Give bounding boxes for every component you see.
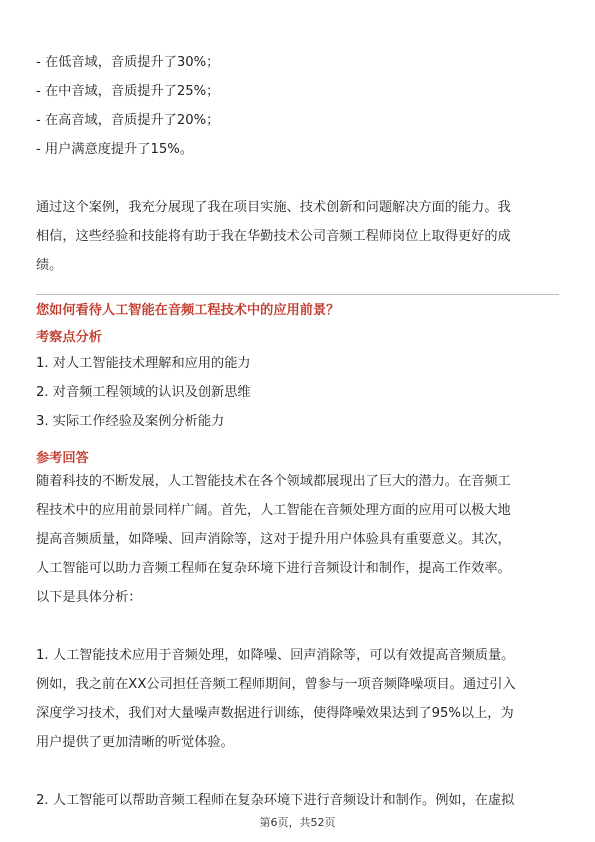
point2-line: 2. 人工智能可以帮助音频工程师在复杂环境下进行音频设计和制作。例如，在虚拟 [36,793,515,808]
analysis-heading: 考察点分析 [36,330,102,345]
point1-line: 用户提供了更加清晰的听觉体验。 [36,735,234,750]
result-item-high: - 在高音域，音质提升了20%； [36,113,220,128]
result-item-satisfaction: - 用户满意度提升了15%。 [36,142,193,157]
summary-line: 绩。 [36,258,63,273]
analysis-point: 3. 实际工作经验及案例分析能力 [36,414,225,429]
question-heading: 您如何看待人工智能在音频工程技术中的应用前景？ [36,303,340,318]
answer-intro-line: 随着科技的不断发展，人工智能技术在各个领域都展现出了巨大的潜力。在音频工 [36,474,511,489]
summary-line: 通过这个案例，我充分展现了我在项目实施、技术创新和问题解决方面的能力。我 [36,200,511,215]
result-item-mid: - 在中音域，音质提升了25%； [36,84,220,99]
point1-line: 例如，我之前在XX公司担任音频工程师期间，曾参与一项音频降噪项目。通过引入 [36,677,516,692]
result-item-low: - 在低音域，音质提升了30%； [36,55,220,70]
answer-intro-line: 程技术中的应用前景同样广阔。首先，人工智能在音频处理方面的应用可以极大地 [36,503,511,518]
point1-line: 1. 人工智能技术应用于音频处理，如降噪、回声消除等，可以有效提高音频质量。 [36,648,515,663]
page-number: 第6页，共52页 [259,816,336,829]
answer-intro-line: 以下是具体分析： [36,590,142,605]
analysis-point: 1. 对人工智能技术理解和应用的能力 [36,356,251,371]
answer-intro-line: 提高音频质量，如降噪、回声消除等，这对于提升用户体验具有重要意义。其次， [36,532,511,547]
summary-line: 相信，这些经验和技能将有助于我在华勤技术公司音频工程师岗位上取得更好的成 [36,229,511,244]
point1-line: 深度学习技术，我们对大量噪声数据进行训练，使得降噪效果达到了95%以上，为 [36,706,514,721]
answer-heading: 参考回答 [36,451,89,466]
section-divider [36,294,559,295]
analysis-point: 2. 对音频工程领域的认识及创新思维 [36,385,251,400]
answer-intro-line: 人工智能可以助力音频工程师在复杂环境下进行音频设计和制作，提高工作效率。 [36,561,511,576]
